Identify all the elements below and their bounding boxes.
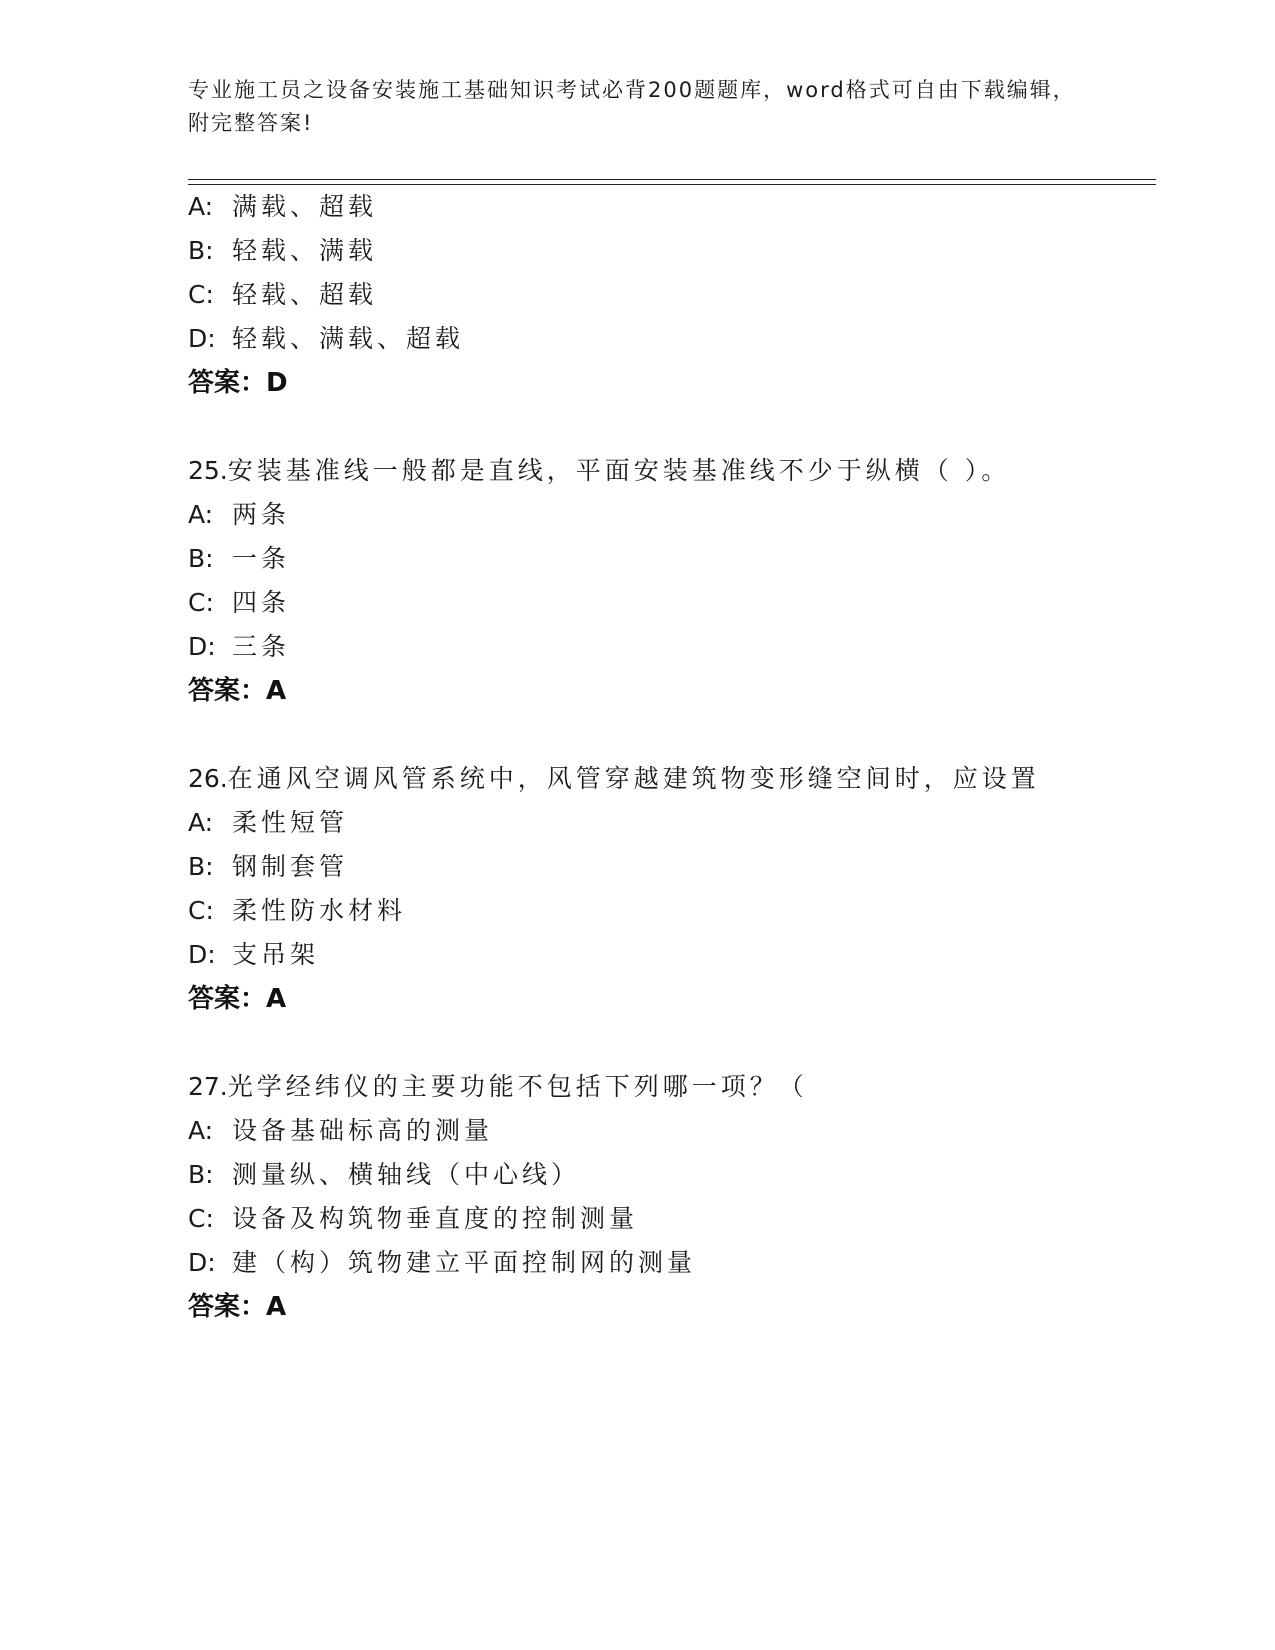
option-label: A: — [188, 500, 214, 529]
document-title: 专业施工员之设备安装施工基础知识考试必背200题题库，word格式可自由下载编辑，附完整答案! — [188, 78, 1076, 135]
option-b — [188, 850, 348, 884]
option-label: D: — [188, 324, 216, 353]
option-a — [188, 498, 290, 532]
option-text: 支吊架 — [232, 940, 320, 969]
option-a — [188, 1114, 493, 1148]
option-b — [188, 542, 290, 576]
option-label: A: — [188, 1116, 214, 1145]
option-b — [188, 1158, 580, 1192]
option-text: 柔性短管 — [232, 808, 349, 837]
option-text: 四条 — [232, 588, 291, 617]
answer-line: 答案：D — [188, 368, 288, 398]
option-text: 轻载、满载、超载 — [232, 324, 465, 353]
option-text: 三条 — [232, 632, 291, 661]
option-c — [188, 586, 290, 620]
option-text: 设备基础标高的测量 — [232, 1116, 494, 1145]
option-label: B: — [188, 1160, 214, 1189]
option-d — [188, 630, 290, 664]
option-label: C: — [188, 1204, 214, 1233]
option-label: B: — [188, 236, 214, 265]
answer-line: 答案：A — [188, 676, 287, 706]
option-a — [188, 190, 377, 224]
option-d — [188, 938, 319, 972]
option-a — [188, 806, 348, 840]
header-divider-bottom — [188, 184, 1156, 185]
option-c — [188, 1202, 638, 1236]
question-27 — [188, 1070, 808, 1104]
option-text: 柔性防水材料 — [232, 896, 407, 925]
answer-line: 答案：A — [188, 1292, 287, 1322]
option-b — [188, 234, 377, 268]
option-text: 轻载、满载 — [232, 236, 378, 265]
question-25 — [188, 454, 1010, 488]
option-label: A: — [188, 808, 214, 837]
question-number: 27. — [188, 1072, 228, 1101]
option-c — [188, 278, 377, 312]
option-text: 设备及构筑物垂直度的控制测量 — [232, 1204, 639, 1233]
option-text: 两条 — [232, 500, 291, 529]
header-divider-top — [188, 179, 1156, 180]
answer-line: 答案：A — [188, 984, 287, 1014]
option-label: D: — [188, 632, 216, 661]
option-text: 钢制套管 — [232, 852, 349, 881]
option-label: B: — [188, 544, 214, 573]
question-text: 在通风空调风管系统中，风管穿越建筑物变形缝空间时，应设置 — [227, 764, 1040, 793]
option-label: D: — [188, 940, 216, 969]
option-text: 测量纵、横轴线（中心线） — [232, 1160, 581, 1189]
option-text: 建（构）筑物建立平面控制网的测量 — [232, 1248, 697, 1277]
option-d — [188, 322, 464, 356]
option-label: C: — [188, 588, 214, 617]
question-number: 25. — [188, 456, 228, 485]
option-label: D: — [188, 1248, 216, 1277]
option-d — [188, 1246, 696, 1280]
option-label: C: — [188, 280, 214, 309]
question-text: 安装基准线一般都是直线，平面安装基准线不少于纵横（ ）。 — [227, 456, 1011, 485]
option-label: B: — [188, 852, 214, 881]
question-text: 光学经纬仪的主要功能不包括下列哪一项？（ — [227, 1072, 808, 1101]
option-label: C: — [188, 896, 214, 925]
option-label: A: — [188, 192, 214, 221]
option-text: 轻载、超载 — [232, 280, 378, 309]
option-c — [188, 894, 406, 928]
question-26 — [188, 762, 1040, 796]
option-text: 满载、超载 — [232, 192, 378, 221]
option-text: 一条 — [232, 544, 291, 573]
question-number: 26. — [188, 764, 228, 793]
